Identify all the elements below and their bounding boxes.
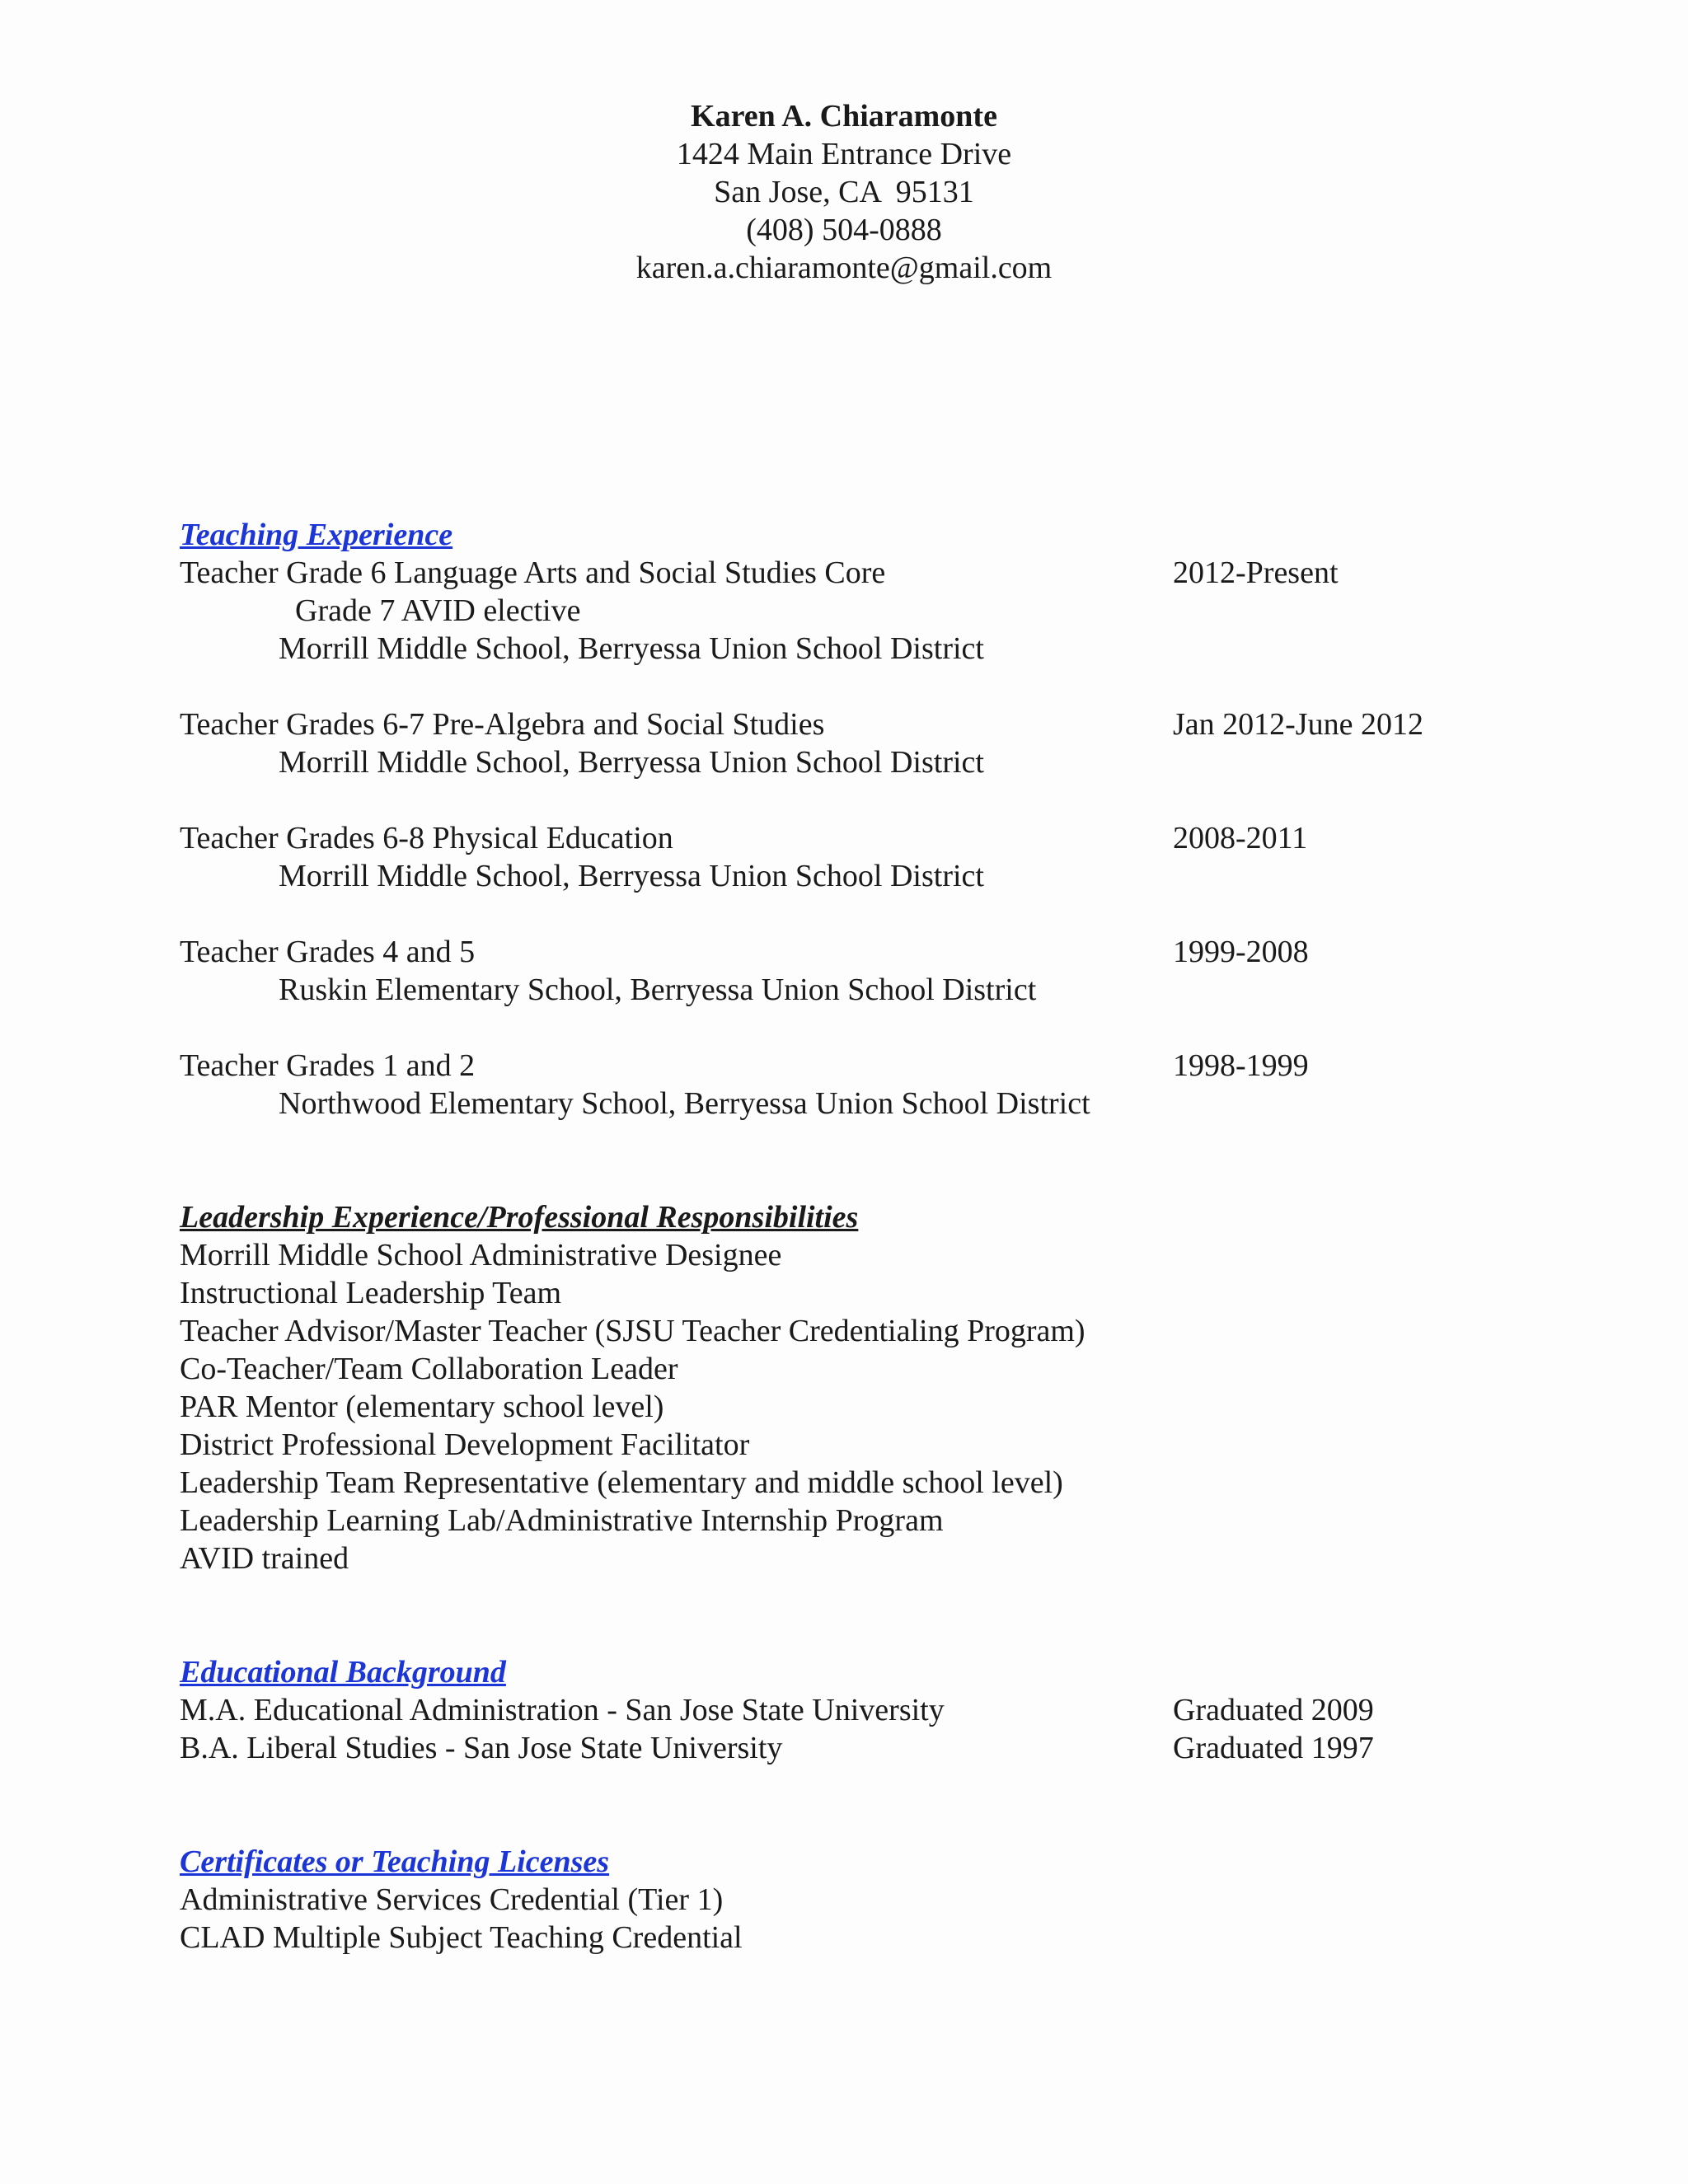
job-dates: 2012-Present [1173,555,1339,590]
degree-row [180,1729,1531,1767]
list-item: Leadership Learning Lab/Administrative Internship Program [180,1503,944,1538]
job-dates: Jan 2012-June 2012 [1173,707,1423,742]
job-entry [180,933,1531,1009]
list-item: PAR Mentor (elementary school level) [180,1390,664,1424]
list-item: Leadership Team Representative (elementary and middle school level) [180,1465,1063,1500]
job-school: Morrill Middle School, Berryessa Union School District [279,745,984,780]
job-school: Morrill Middle School, Berryessa Union School District [279,859,984,893]
certificates-section [180,1843,1531,1957]
degree-date: Graduated 1997 [1173,1731,1374,1765]
degree-name: B.A. Liberal Studies - San Jose State University [180,1731,783,1765]
leadership-section [180,1198,1531,1577]
job-dates: 1998-1999 [1173,1048,1309,1083]
phone-number: (408) 504-0888 [746,213,942,247]
education-heading[interactable]: Educational Background [180,1655,506,1690]
job-school: Ruskin Elementary School, Berryessa Union School District [279,972,1037,1007]
resume-body [180,516,1531,1957]
list-item: AVID trained [180,1541,349,1576]
job-extra: Grade 7 AVID elective [295,593,581,628]
leadership-heading: Leadership Experience/Professional Responsibilities [180,1200,859,1235]
teaching-experience-heading[interactable]: Teaching Experience [180,518,453,552]
job-dates: 2008-2011 [1173,821,1308,855]
degree-row [180,1691,1531,1729]
contact-header [0,97,1688,287]
email-address: karen.a.chiaramonte@gmail.com [635,251,1053,285]
job-position: Teacher Grades 4 and 5 [180,935,476,969]
list-item: Instructional Leadership Team [180,1276,562,1310]
list-item: CLAD Multiple Subject Teaching Credential [180,1920,743,1955]
job-position: Teacher Grades 6-8 Physical Education [180,821,673,855]
list-item: Teacher Advisor/Master Teacher (SJSU Teacher Credentialing Program) [180,1314,1085,1348]
job-school: Northwood Elementary School, Berryessa Union School District [279,1086,1090,1121]
degree-name: M.A. Educational Administration - San Jose State University [180,1693,945,1727]
degree-date: Graduated 2009 [1173,1693,1374,1727]
job-dates: 1999-2008 [1173,935,1309,969]
certificates-heading[interactable]: Certificates or Teaching Licenses [180,1844,610,1879]
job-entry [180,1047,1531,1122]
job-position: Teacher Grades 6-7 Pre-Algebra and Social Studies [180,707,825,742]
teaching-experience-section [180,516,1531,1122]
street-address: 1424 Main Entrance Drive [676,137,1012,171]
list-item: Co-Teacher/Team Collaboration Leader [180,1352,678,1386]
education-section [180,1653,1531,1767]
job-position: Teacher Grade 6 Language Arts and Social Studies Core [180,555,886,590]
city-state-zip: San Jose, CA 95131 [714,175,974,209]
list-item: Administrative Services Credential (Tier 1) [180,1882,724,1917]
job-entry [180,819,1531,895]
job-school: Morrill Middle School, Berryessa Union School District [279,631,984,666]
applicant-name: Karen A. Chiaramonte [691,99,997,134]
list-item: District Professional Development Facilitator [180,1427,750,1462]
list-item: Morrill Middle School Administrative Designee [180,1238,782,1272]
job-position: Teacher Grades 1 and 2 [180,1048,476,1083]
job-entry [180,705,1531,781]
job-entry [180,554,1531,668]
